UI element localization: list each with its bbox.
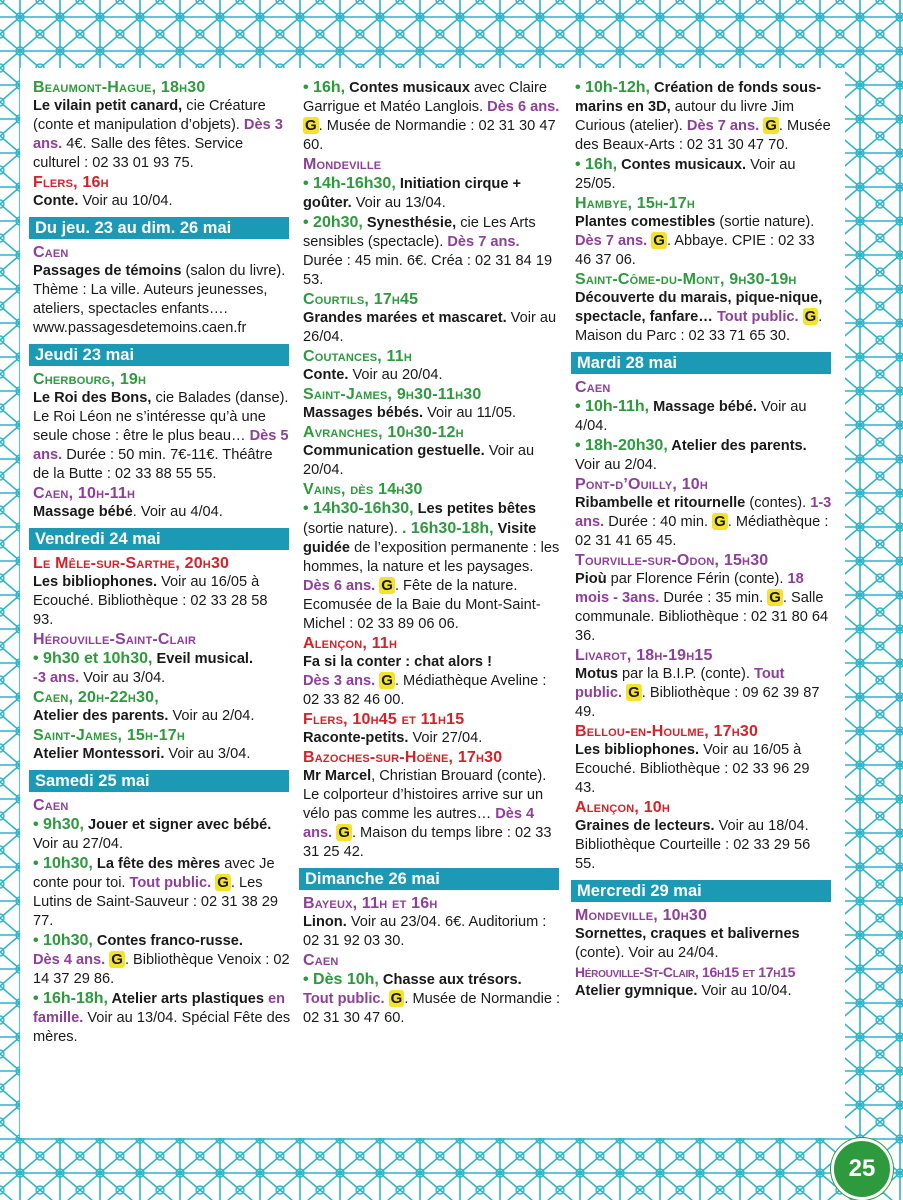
event-description: avec Claire Garrigue et Matéo Langlois. [303,80,548,115]
event-title: Atelier des parents. [33,708,169,724]
event-title: Atelier Montessori. [33,746,165,762]
date-band: Dimanche 26 mai [299,868,559,890]
event-entry [33,503,291,522]
event-title: Linon. [303,914,347,930]
event-entry [575,741,833,798]
event-time: • 16h, [575,156,618,173]
event-info: . Médiathèque Aveline : 02 33 82 46 00. [303,673,547,708]
age-label: Dès 7 ans. [686,118,760,134]
event-title: Découverte du marais, pique-nique, spectacle, fanfare… [575,290,823,325]
event-description: avec Je conte pour toi. [33,856,275,891]
event-entry [575,570,833,646]
age-label: Dès 6 ans. [487,99,560,115]
event-time: • 14h30-16h30, [303,500,414,517]
event-entry [33,389,291,484]
event-info: . Musée de Normandie : 02 31 30 47 60. [303,991,561,1026]
column-3 [575,78,833,1001]
event-time: • 20h30, [303,214,363,231]
event-entry [575,494,833,551]
event-info: Voir au 23/04. 6€. Auditorium : 02 31 92 03 30. [303,914,547,949]
event-info: . Médiathèque : 02 31 41 65 45. [575,514,829,549]
event-info: Voir au 20/04. [348,367,443,383]
event-entry [33,97,291,173]
event-entry [303,729,561,748]
event-title: Motus [575,666,618,682]
location-heading: Tourville-sur-Odon, 15h30 [575,552,769,569]
location-heading: Alençon, 11h [303,635,398,652]
date-band: Jeudi 23 mai [29,344,289,366]
age-label: 18 mois - 3ans. [575,571,804,606]
location-heading: Caen [33,244,69,261]
date-band: Mercredi 29 mai [571,880,831,902]
free-badge: G [338,824,350,841]
age-label: Dès 7 ans. [447,234,520,250]
location-heading: Flers, 16h [33,174,109,191]
age-label: Dès 3 ans. [33,117,283,152]
event-title: Massage bébé [33,504,133,520]
event-title: Synesthésie, [362,215,457,231]
event-title: Visite guidée [303,521,537,556]
location-heading: Coutances, 11h [303,348,413,365]
event-entry [33,854,291,931]
event-title: Atelier des parents. [667,438,807,454]
event-entry [33,931,291,989]
event-title: Contes musicaux [345,80,470,96]
age-label: en famille. [33,991,286,1026]
event-info: (conte). Voir au 24/04. [575,945,719,961]
event-description: par Florence Férin (conte). [606,571,788,587]
location-heading: Saint-Côme-du-Mont, 9h30-19h [575,271,797,288]
event-entry [575,982,833,1001]
event-entry [303,309,561,347]
event-description: autour du livre Jim Curious (atelier). [575,99,795,134]
free-badge: G [804,308,817,325]
event-title: Les petites bêtes [413,501,537,517]
event-info: Voir au 27/04. [33,836,124,852]
event-title: Raconte-petits. [303,730,409,746]
event-title: Ribambelle et ritournelle [575,495,746,511]
event-entry [303,442,561,480]
event-description: (sortie nature). [303,521,402,537]
event-title: Grandes marées et mascaret. [303,310,507,326]
event-entry [575,436,833,475]
event-title: Conte. [33,193,79,209]
event-info: Durée : 45 min. 6€. Créa : 02 31 84 19 53. [303,253,553,288]
location-heading: Hambye, 15h-17h [575,195,695,212]
age-label: Tout public. [303,991,385,1007]
event-info: . Maison du Parc : 02 33 71 65 30. [575,309,823,344]
event-title: Sornettes, craques et balivernes [575,926,800,942]
event-info: Voir au 16/05 à Ecouché. Bibliothèque : 02 33 28 58 93. [33,574,268,628]
date-band: Samedi 25 mai [29,770,289,792]
event-info: Voir au 10/04. [78,193,173,209]
event-description: par la B.I.P. (conte). [617,666,754,682]
event-title: Chasse aux trésors. [378,972,522,988]
event-info: . Musée de Normandie : 02 31 30 47 60. [303,118,556,153]
location-heading: Caen, 20h-22h30, [33,689,159,706]
column-2 [303,78,561,1028]
location-heading: Mondeville [303,156,382,173]
event-entry [575,155,833,194]
column-1 [33,78,291,1047]
event-entry [33,192,291,211]
age-label: -3 ans. [33,670,80,686]
event-title: Plantes comestibles [575,214,716,230]
date-band: Mardi 28 mai [571,352,831,374]
event-title: Initiation cirque + goûter. [303,176,522,211]
location-heading: Beaumont-Hague, 18h30 [33,79,206,96]
age-label: Dès 5 ans. [33,428,289,463]
event-entry [303,213,561,290]
event-entry [575,289,833,346]
free-badge: G [111,951,123,968]
event-info: Voir au 3/04. [79,670,166,686]
event-title: La fête des mères [92,856,221,872]
age-label: Tout public. [575,666,785,701]
location-heading: Le Mêle-sur-Sarthe, 20h30 [33,555,230,572]
age-label: Dès 4 ans. [33,952,106,968]
event-title: Passages de témoins [33,263,182,279]
event-title: Contes musicaux. [617,157,747,173]
location-heading: Mondeville, 10h30 [575,907,708,924]
event-title: Jouer et signer avec bébé. [83,817,272,833]
age-label: Dès 6 ans. [303,578,376,594]
event-info: Voir 27/04. [408,730,483,746]
event-info: . Bibliothèque Venoix : 02 14 37 29 86. [33,952,290,987]
event-entry [303,767,561,862]
event-info: . Musée des Beaux-Arts : 02 31 30 47 70. [575,118,831,153]
event-entry [303,78,561,155]
event-info: Voir au 10/04. [697,983,792,999]
event-title: Pioù [575,571,607,587]
free-badge: G [217,874,229,891]
age-label: Dès 7 ans. [575,233,648,249]
event-entry [303,174,561,213]
event-info: Voir au 11/05. [423,405,517,421]
free-badge: G [381,577,393,594]
event-info: 4€. Salle des fêtes. Service culturel : 02 33 01 93 75. [33,136,244,171]
event-title: Fa si la conter : chat alors ! [303,654,492,670]
location-heading: Caen [575,379,611,396]
event-info: . Les Lutins de Saint-Sauveur : 02 31 38 29 77. [33,875,279,929]
event-time: • 9h30 et 10h30, [33,650,153,667]
event-entry [303,499,561,634]
event-entry [33,649,291,688]
event-info: Voir au 16/05 à Ecouché. Bibliothèque : 02 33 96 29 43. [575,742,810,796]
age-label: Dès 3 ans. [303,673,376,689]
event-title: Les bibliophones. [33,574,158,590]
event-info: . Bibliothèque : 09 62 39 87 49. [575,685,820,720]
location-heading: Cherbourg, 19h [33,371,147,388]
event-time: • 14h-16h30, [303,175,396,192]
event-info: Voir au 25/05. [575,157,796,192]
event-info: Voir au 4/04. [575,399,807,434]
age-label: Tout public. [712,309,799,325]
event-time: • Dès 10h, [303,971,379,988]
free-badge: G [653,232,665,249]
event-entry [575,397,833,436]
event-description: de l’exposition permanente : les hommes, la nature et les paysages. [303,540,560,575]
event-title: Les bibliophones. [575,742,700,758]
free-badge: G [381,672,393,689]
event-description: (sortie nature). [715,214,815,230]
event-description: cie Balades (danse). Le Roi Léon ne s’intéresse qu’à une seule chose : être le plus beau… [33,390,289,444]
free-badge: G [305,117,317,134]
event-title: Communication gestuelle. [303,443,485,459]
event-entry [575,925,833,963]
location-heading: Courtils, 17h45 [303,291,419,308]
event-title: Graines de lecteurs. [575,818,715,834]
event-entry [33,573,291,630]
free-badge: G [765,117,777,134]
event-info: . Salle communale. Bibliothèque : 02 31 80 64 36. [575,590,829,644]
age-label: 1-3 ans. [575,495,832,530]
event-info: Voir au 20/04. [303,443,535,478]
event-entry [575,817,833,874]
event-time: • 9h30, [33,816,84,833]
location-heading: Flers, 10h45 et 11h15 [303,711,465,728]
event-time: • 16h, [303,79,346,96]
event-title: Contes franco-russe. [92,933,243,949]
event-info: Voir au 3/04. [164,746,251,762]
event-title: Le Roi des Bons, [33,390,152,406]
event-title: Mr Marcel [303,768,372,784]
event-entry [33,707,291,726]
event-info: Durée : 40 min. [604,514,713,530]
location-heading: Hérouville-St-Clair, 16h15 et 17h15 [575,964,796,980]
event-entry [575,665,833,722]
event-info: Durée : 35 min. [659,590,768,606]
event-description: (salon du livre). Thème : La ville. Auteurs jeunesses, ateliers, spectacles enfants…. www.passagesdetemoins.caen.fr [33,263,286,336]
event-entry [33,815,291,854]
location-heading: Bellou-en-Houlme, 17h30 [575,723,759,740]
free-badge: G [390,990,403,1007]
date-band: Vendredi 24 mai [29,528,289,550]
event-entry [303,653,561,710]
event-entry [303,404,561,423]
location-heading: Pont-d’Ouilly, 10h [575,476,709,493]
date-band: Du jeu. 23 au dim. 26 mai [29,217,289,239]
event-info: Voir au 2/04. [168,708,255,724]
location-heading: Saint-James, 9h30-11h30 [303,386,482,403]
event-time: • 16h-18h, [33,990,108,1007]
location-heading: Caen [33,797,69,814]
event-title: Création de fonds sous-marins en 3D, [575,80,822,115]
event-description: (contes). [745,495,811,511]
event-info: Durée : 50 min. 7€-11€. Théâtre de la Butte : 02 33 88 55 55. [33,447,273,482]
event-info: . Abbaye. CPIE : 02 33 46 37 06. [575,233,815,268]
event-info: Voir au 13/04. Spécial Fête des mères. [33,1010,291,1045]
event-description: cie Créature (conte et manipulation d’objets). [33,98,266,133]
event-time: • 18h-20h30, [575,437,668,454]
location-heading: Caen [303,952,339,969]
event-entry [33,262,291,338]
event-entry [303,366,561,385]
event-title: Le vilain petit canard, [33,98,183,114]
event-title: Atelier arts plastiques [107,991,264,1007]
free-badge: G [628,684,640,701]
event-info: Voir au 2/04. [575,457,657,473]
event-info: Voir au 18/04. Bibliothèque Courteille : 02 33 29 56 55. [575,818,811,872]
event-time: • 10h30, [33,932,93,949]
location-heading: Saint-James, 15h-17h [33,727,186,744]
event-description: cie Les Arts sensibles (spectacle). [303,215,536,250]
event-time: • 10h-11h, [575,398,650,415]
event-time: • 10h30, [33,855,93,872]
location-heading: Caen, 10h-11h [33,485,136,502]
event-title: Massages bébés. [303,405,424,421]
event-entry [33,989,291,1047]
event-info: . Fête de la nature. Ecomusée de la Baie du Mont-Saint-Michel : 02 33 89 06 06. [303,578,541,632]
page-number: 25 [848,1155,876,1182]
event-entry [303,970,561,1028]
event-entry [575,213,833,270]
event-info: Voir au 13/04. [351,195,446,211]
event-info: . Voir au 4/04. [132,504,223,520]
event-title: Atelier gymnique. [575,983,698,999]
event-description: , Christian Brouard (conte). Le colporteur d’histoires arrive sur un vélo pas comme les autres… [303,768,547,822]
location-heading: Alençon, 10h [575,799,671,816]
event-info: . Maison du temps libre : 02 33 31 25 42. [303,825,552,860]
event-title: Conte. [303,367,349,383]
event-title: Eveil musical. [152,651,254,667]
location-heading: Bazoches-sur-Hoëne, 17h30 [303,749,503,766]
event-title: Massage bébé. [649,399,757,415]
location-heading: Hérouville-Saint-Clair [33,631,197,648]
event-entry [303,913,561,951]
page-number-badge [831,1138,893,1200]
free-badge: G [769,589,781,606]
location-heading: Bayeux, 11h et 16h [303,895,438,912]
event-time: . 16h30-18h, [401,520,494,537]
event-time: • 10h-12h, [575,79,650,96]
location-heading: Vains, dès 14h30 [303,481,423,498]
location-heading: Livarot, 18h-19h15 [575,647,713,664]
free-badge: G [714,513,726,530]
age-label: Dès 4 ans. [303,806,535,841]
event-info: Voir au 26/04. [303,310,557,345]
event-entry [575,78,833,155]
age-label: Tout public. [129,875,212,891]
location-heading: Avranches, 10h30-12h [303,424,464,441]
event-entry [33,745,291,764]
